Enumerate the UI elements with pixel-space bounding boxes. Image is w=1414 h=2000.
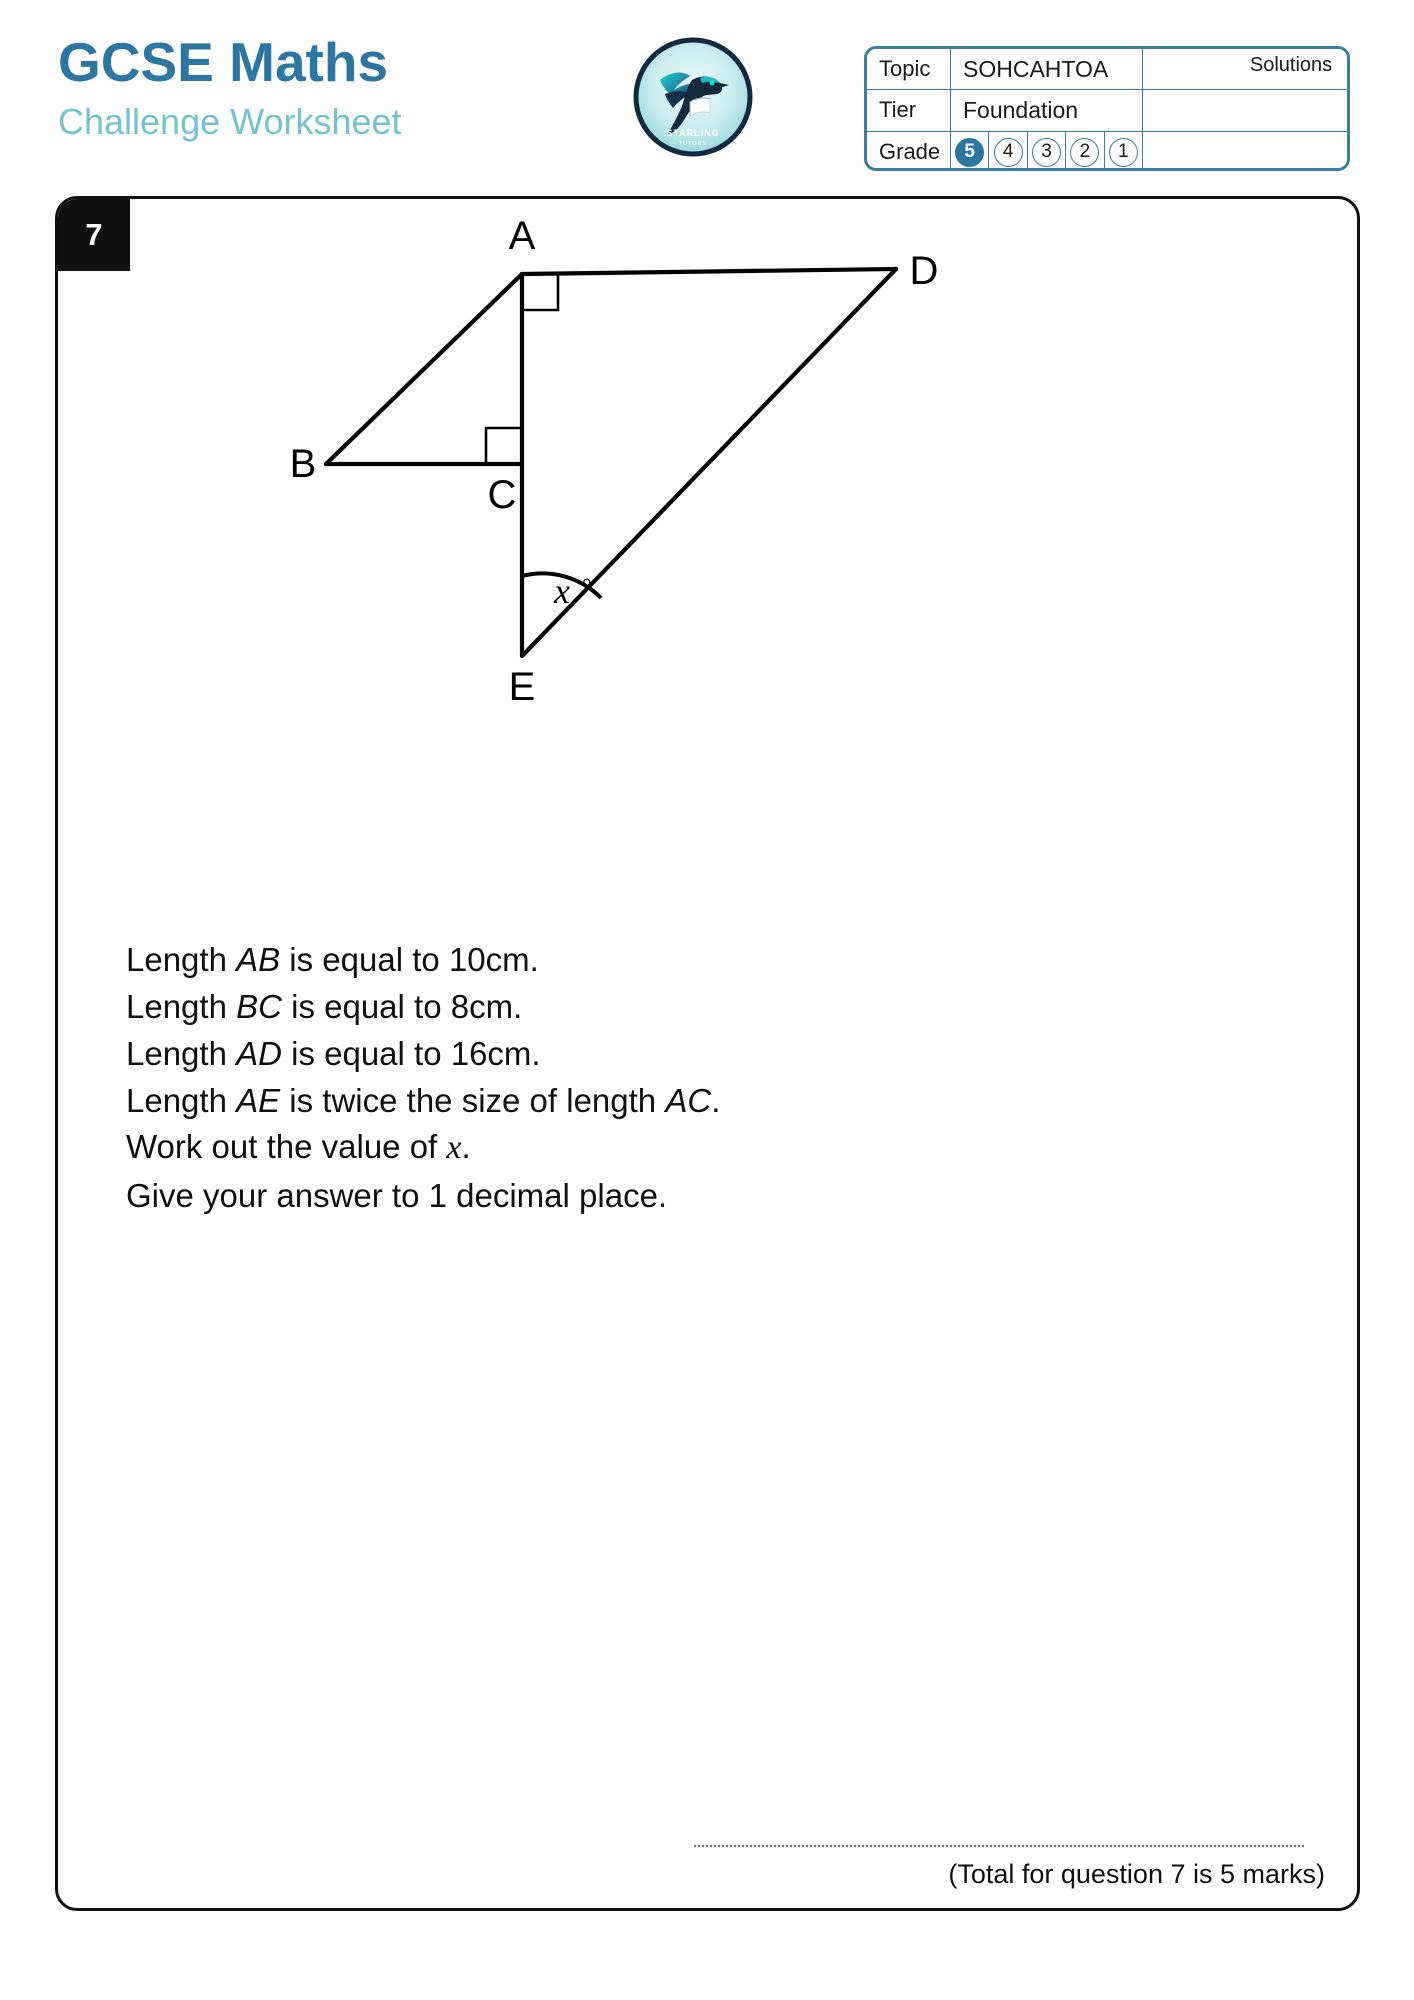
worksheet-info-table — [864, 46, 1350, 171]
question-line-4 — [126, 1078, 1226, 1125]
vertex-label-E: E — [508, 665, 536, 709]
grade-label: Grade — [867, 132, 951, 171]
line4-pre: Length — [126, 1081, 237, 1119]
grade-badge-4: 4 — [994, 138, 1023, 167]
line2-italic: BC — [236, 987, 282, 1025]
grade-cell-3[interactable] — [1028, 132, 1066, 171]
question-line-5 — [126, 1124, 1226, 1172]
topic-value: SOHCAHTOA — [951, 49, 1143, 89]
vertex-label-B: B — [289, 442, 317, 486]
tier-label: Tier — [867, 90, 951, 130]
question-number-badge: 7 — [58, 199, 130, 271]
grade-cell-5[interactable] — [951, 132, 989, 171]
tier-value: Foundation — [951, 90, 1143, 130]
vertex-label-C: C — [487, 473, 517, 517]
segment-AD — [522, 269, 896, 274]
line3-pre: Length — [126, 1034, 237, 1072]
segment-DE — [522, 269, 896, 656]
line2-pre: Length — [126, 987, 237, 1025]
title-block — [58, 31, 598, 143]
line1-italic: AB — [236, 941, 281, 978]
line4-post: . — [711, 1081, 721, 1119]
segment-AB — [326, 274, 522, 464]
line5-variable: x — [446, 1129, 462, 1167]
line3-post: is equal to 16cm. — [281, 1034, 541, 1072]
question-line-6: Give your answer to 1 decimal place. — [126, 1176, 668, 1214]
line1-pre: Length — [126, 941, 237, 978]
grade-cell-1[interactable] — [1105, 132, 1142, 171]
question-text — [126, 937, 1226, 1220]
grade-badge-3: 3 — [1032, 138, 1061, 167]
angle-label-degree: ° — [582, 575, 592, 601]
page-subtitle: Challenge Worksheet — [58, 100, 402, 142]
geometry-diagram — [58, 209, 1357, 909]
starling-tutors-logo — [632, 36, 754, 158]
question-line-3 — [126, 1031, 1226, 1078]
grade-cell-2[interactable] — [1066, 132, 1104, 171]
grade-badge-5: 5 — [955, 138, 984, 167]
diagram-svg — [58, 209, 1357, 909]
solutions-label: Solutions — [1249, 54, 1333, 76]
page-title: GCSE Maths — [58, 31, 389, 93]
grade-badge-2: 2 — [1070, 138, 1099, 167]
line5-pre: Work out the value of — [126, 1128, 447, 1166]
answer-dotted-line — [694, 1845, 1304, 1847]
line2-post: is equal to 8cm. — [281, 987, 523, 1025]
question-container — [55, 196, 1360, 1911]
line4-italic-2: AC — [665, 1081, 712, 1119]
grade-selector — [951, 132, 1143, 171]
topic-label: Topic — [867, 49, 951, 89]
line3-italic: AD — [236, 1034, 282, 1072]
angle-label-x: x — [554, 571, 570, 611]
grade-cell-4[interactable] — [989, 132, 1027, 171]
svg-text:STARLING: STARLING — [666, 128, 720, 138]
svg-text:~ TUTORS ~: ~ TUTORS ~ — [672, 141, 714, 147]
line1-post: is equal to 10cm. — [280, 941, 539, 978]
line4-mid: is twice the size of length — [280, 1081, 666, 1119]
bird-logo-icon — [632, 36, 754, 158]
question-line-1 — [126, 937, 1226, 984]
question-line-2 — [126, 984, 1226, 1031]
line5-post: . — [461, 1128, 471, 1166]
vertex-label-D: D — [909, 249, 939, 293]
right-angle-mark-A — [522, 273, 558, 310]
vertex-label-A: A — [508, 214, 536, 258]
total-marks-label: (Total for question 7 is 5 marks) — [948, 1859, 1325, 1889]
line4-italic: AE — [236, 1081, 281, 1119]
page-header — [0, 0, 1414, 190]
grade-badge-1: 1 — [1109, 138, 1138, 167]
right-angle-mark-C — [486, 428, 522, 464]
